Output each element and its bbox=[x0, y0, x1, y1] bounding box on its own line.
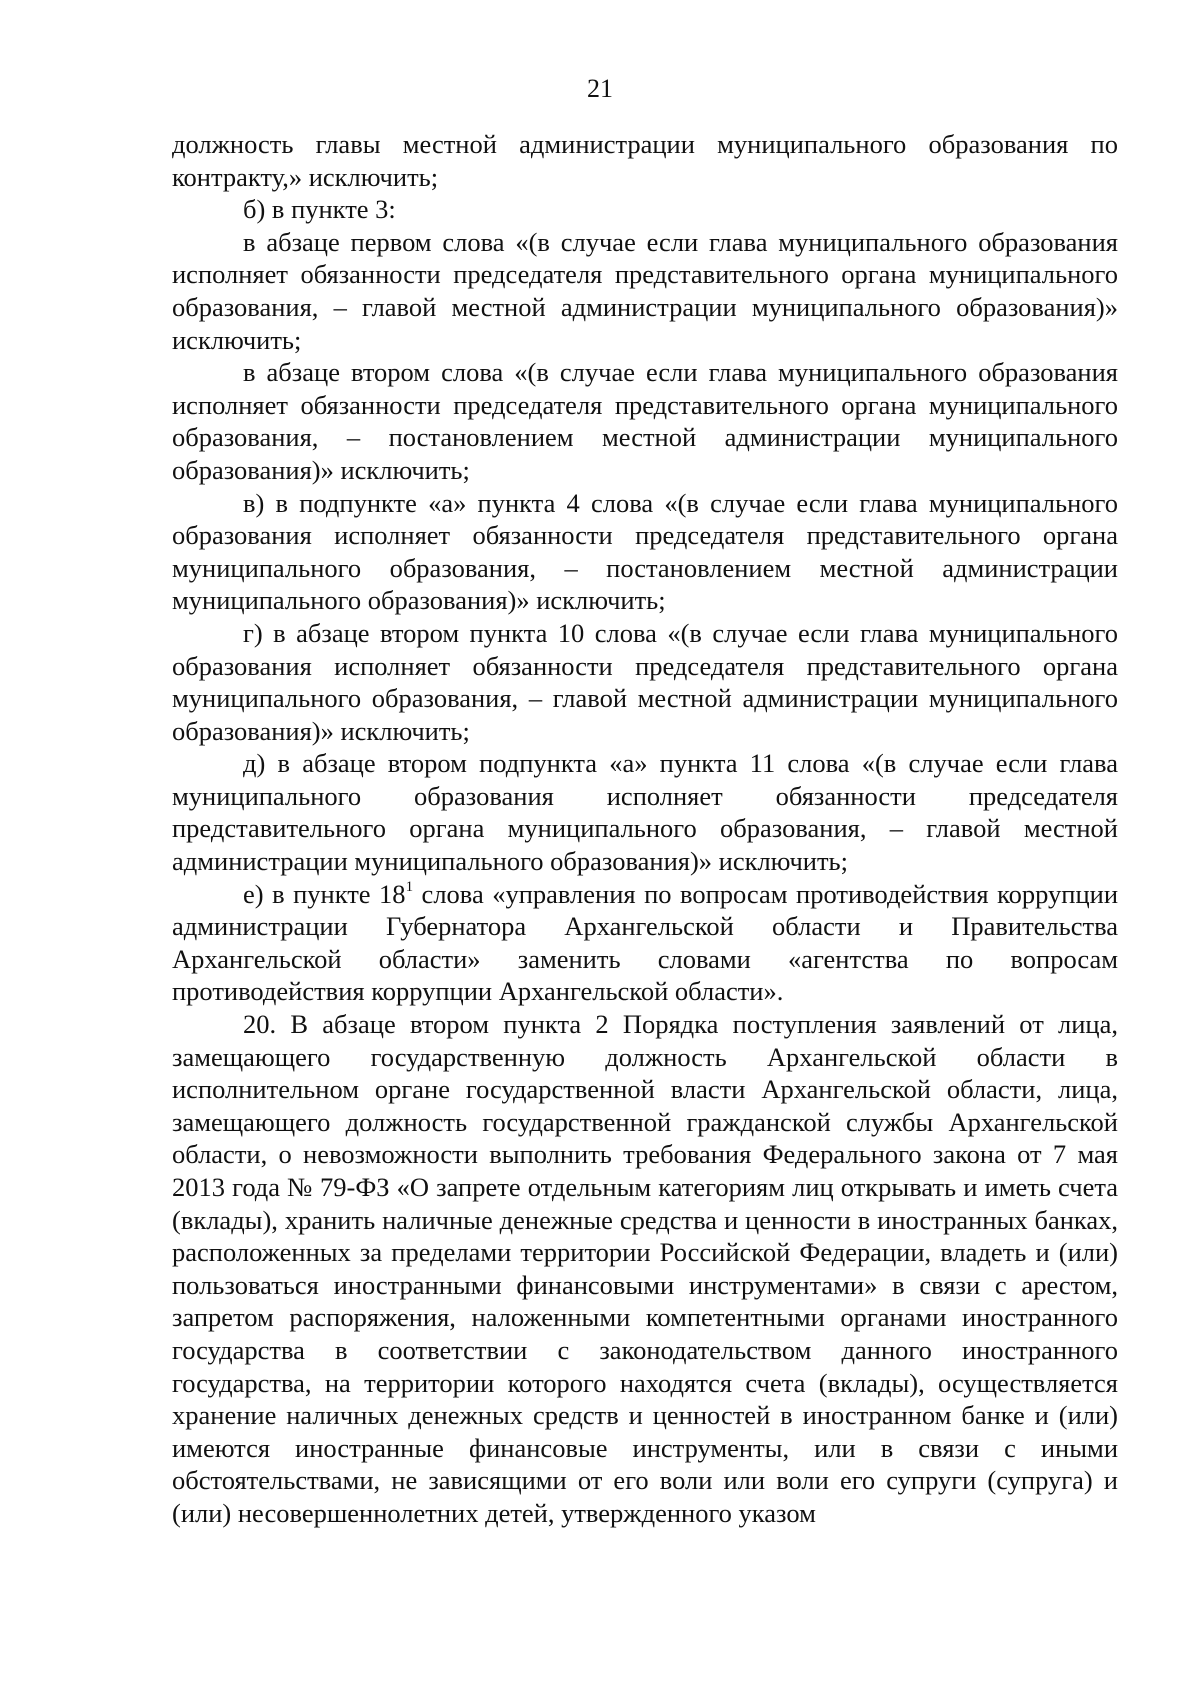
paragraph-b-first-abzac: в абзаце первом слова «(в случае если глава муниципального образования исполняет обязанности председателя представительного органа муниципального образования, – главой местной администрации муниципального образования)» исключить; bbox=[172, 226, 1118, 355]
page-number: 21 bbox=[587, 74, 613, 103]
paragraph-item-v: в) в подпункте «а» пункта 4 слова «(в случае если глава муниципального образования исполняет обязанности председателя представительного органа муниципального образования, – постановлением местной администрации муниципального образования)» исключить; bbox=[172, 487, 1118, 616]
paragraph-continuation: должность главы местной администрации муниципального образования по контракту,» исключить; bbox=[172, 129, 1118, 192]
document-body bbox=[172, 128, 1118, 1530]
paragraph-item-g: г) в абзаце втором пункта 10 слова «(в случае если глава муниципального образования исполняет обязанности председателя представительного органа муниципального образования, – главой местной администрации муниципального образования)» исключить; bbox=[172, 617, 1118, 746]
paragraph-item-d: д) в абзаце втором подпункта «а» пункта 11 слова «(в случае если глава муниципального образования исполняет обязанности председателя представительного органа муниципального образования, – главой местной администрации муниципального образования)» исключить; bbox=[172, 748, 1118, 877]
paragraph-item-e bbox=[172, 878, 1118, 1008]
superscript-index: 1 bbox=[405, 878, 414, 895]
paragraph-e-text-after: слова «управления по вопросам противодействия коррупции администрации Губернатора Архангельской области и Правительства Архангельской области» заменить словами «агентства по вопросам противодействия коррупции Архангельской области». bbox=[172, 878, 1118, 1007]
paragraph-b-second-abzac: в абзаце втором слова «(в случае если глава муниципального образования исполняет обязанности председателя представительного органа муниципального образования, – постановлением местной администрации муниципального образования)» исключить; bbox=[172, 357, 1118, 485]
paragraph-e-text-before: е) в пункте 18 bbox=[243, 878, 406, 909]
paragraph-item-b: б) в пункте 3: bbox=[243, 194, 396, 225]
paragraph-item-20: 20. В абзаце втором пункта 2 Порядка поступления заявлений от лица, замещающего государственную должность Архангельской области в исполнительном органе государственной власти Архангельской области, лица, замещающего должность государственной гражданской службы Архангельской области, о невозможности выполнить требования Федерального закона от 7 мая 2013 года № 79-ФЗ «О запрете отдельным категориям лиц открывать и иметь счета (вклады), хранить наличные денежные средства и ценности в иностранных банках, расположенных за пределами территории Российской Федерации, владеть и (или) пользоваться иностранными финансовыми инструментами» в связи с арестом, запретом распоряжения, наложенными компетентными органами иностранного государства в соответствии с законодательством данного иностранного государства, на территории которого находятся счета (вклады), осуществляется хранение наличных денежных средств и ценностей в иностранном банке и (или) имеются иностранные финансовые инструменты, или в связи с иными обстоятельствами, не зависящими от его воли или воли его супруги (супруга) и (или) несовершеннолетних детей, утвержденного указом bbox=[172, 1009, 1118, 1528]
